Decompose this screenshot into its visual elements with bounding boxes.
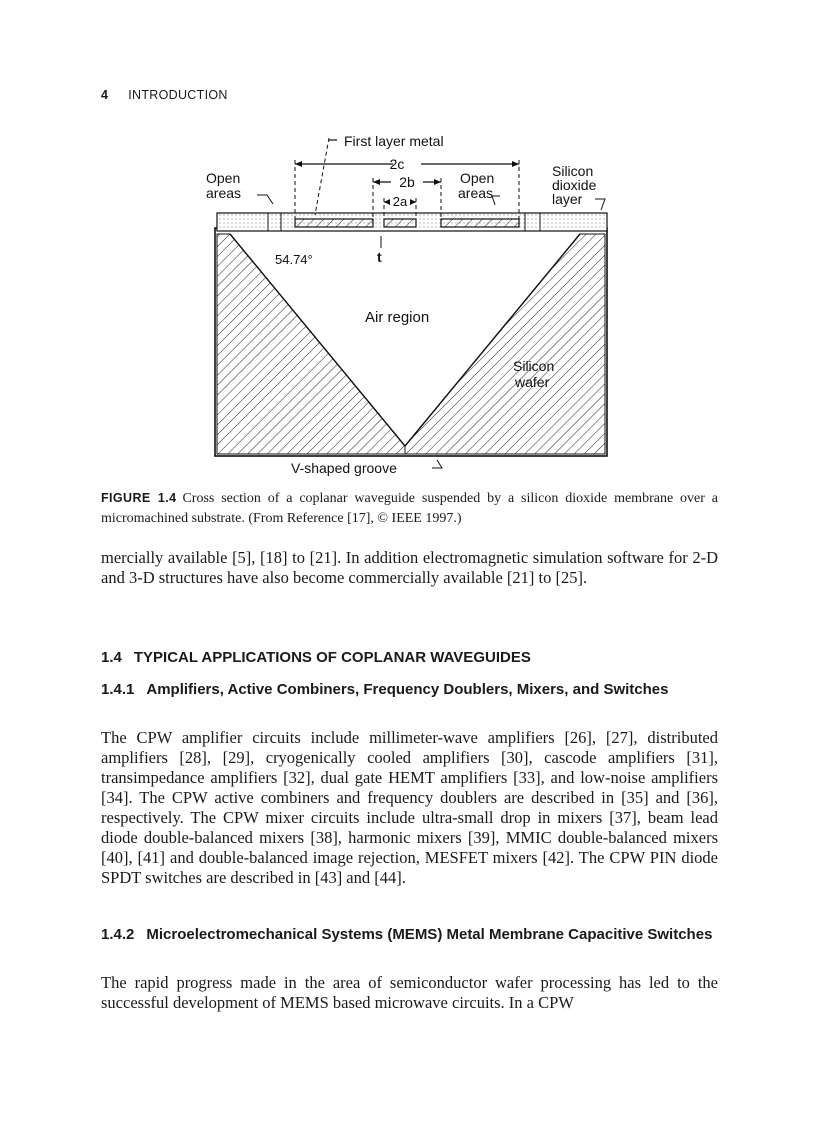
subsection-heading-1-4-2 bbox=[101, 925, 718, 945]
paragraph-continuation: mercially available [5], [18] to [21]. In addition electromagnetic simulation software for 2-D and 3-D structures have also become commercially available [21] to [25]. bbox=[101, 548, 718, 587]
subsection-title: Microelectromechanical Systems (MEMS) Metal Membrane Capacitive Switches bbox=[146, 926, 713, 943]
label-open-areas-left: Open bbox=[206, 170, 241, 186]
figure-caption-label: FIGURE 1.4 bbox=[101, 491, 177, 505]
page-number: 4 bbox=[101, 88, 109, 102]
label-open-areas-left: areas bbox=[206, 185, 242, 201]
cross-section-diagram bbox=[195, 130, 625, 480]
label-open-areas-right: areas bbox=[458, 185, 494, 201]
label-v-groove: V-shaped groove bbox=[291, 460, 397, 476]
label-silicon-dioxide-layer: layer bbox=[552, 191, 583, 207]
section-title: TYPICAL APPLICATIONS OF COPLANAR WAVEGUIDES bbox=[133, 649, 531, 666]
running-title: INTRODUCTION bbox=[128, 88, 228, 102]
subsection-title: Amplifiers, Active Combiners, Frequency Doublers, Mixers, and Switches bbox=[146, 681, 669, 698]
label-silicon-dioxide-layer: dioxide bbox=[552, 177, 597, 193]
paragraph-mems: The rapid progress made in the area of semiconductor wafer processing has led to the successful development of MEMS based microwave circuits. In a CPW bbox=[101, 973, 718, 1012]
label-silicon-wafer: Silicon bbox=[513, 358, 555, 374]
subsection-number: 1.4.2 bbox=[101, 926, 135, 943]
ground-strip-right bbox=[441, 219, 519, 227]
silicon-wafer-left bbox=[217, 234, 405, 454]
figure-cpw-cross-section bbox=[195, 130, 625, 480]
paragraph-amplifiers: The CPW amplifier circuits include millimeter-wave amplifiers [26], [27], distributed amplifiers [28], [29], cryogenically cooled amplifiers [30], cascode amplifiers [31], transimpedance amplifiers [32], dual gate HEMT amplifiers [33], and low-noise amplifiers [34]. The CPW active combiners and frequency doublers are described in [35] and [36], respectively. The CPW mixer circuits include ultra-small drop in mixers [37], beam lead diode double-balanced mixers [38], harmonic mixers [39], MMIC double-balanced mixers [40], [41] and double-balanced image rejection, MESFET mixers [42]. The CPW PIN diode SPDT switches are described in [43] and [44]. bbox=[101, 728, 718, 887]
label-air-region: Air region bbox=[365, 309, 430, 326]
running-head bbox=[101, 88, 228, 102]
figure-caption bbox=[101, 488, 718, 529]
label-silicon-dioxide-layer: Silicon bbox=[552, 163, 594, 179]
label-first-layer-metal: First layer metal bbox=[344, 133, 444, 149]
section-heading-1-4 bbox=[101, 648, 718, 668]
label-thickness: t bbox=[377, 249, 382, 265]
label-silicon-wafer: wafer bbox=[515, 374, 550, 390]
section-number: 1.4 bbox=[101, 649, 122, 666]
label-open-areas-right: Open bbox=[460, 170, 495, 186]
ground-strip-left bbox=[295, 219, 373, 227]
silicon-wafer-right bbox=[405, 234, 605, 454]
label-angle: 54.74° bbox=[275, 252, 313, 267]
label-2b: 2b bbox=[399, 174, 415, 190]
figure-caption-text: Cross section of a coplanar waveguide suspended by a silicon dioxide membrane over a micromachined substrate. (From Reference [17], © IEEE 1997.) bbox=[101, 491, 718, 526]
label-2c: 2c bbox=[389, 156, 405, 172]
label-2a: 2a bbox=[392, 194, 408, 209]
center-strip bbox=[384, 219, 416, 227]
subsection-heading-1-4-1 bbox=[101, 680, 718, 700]
subsection-number: 1.4.1 bbox=[101, 681, 135, 698]
